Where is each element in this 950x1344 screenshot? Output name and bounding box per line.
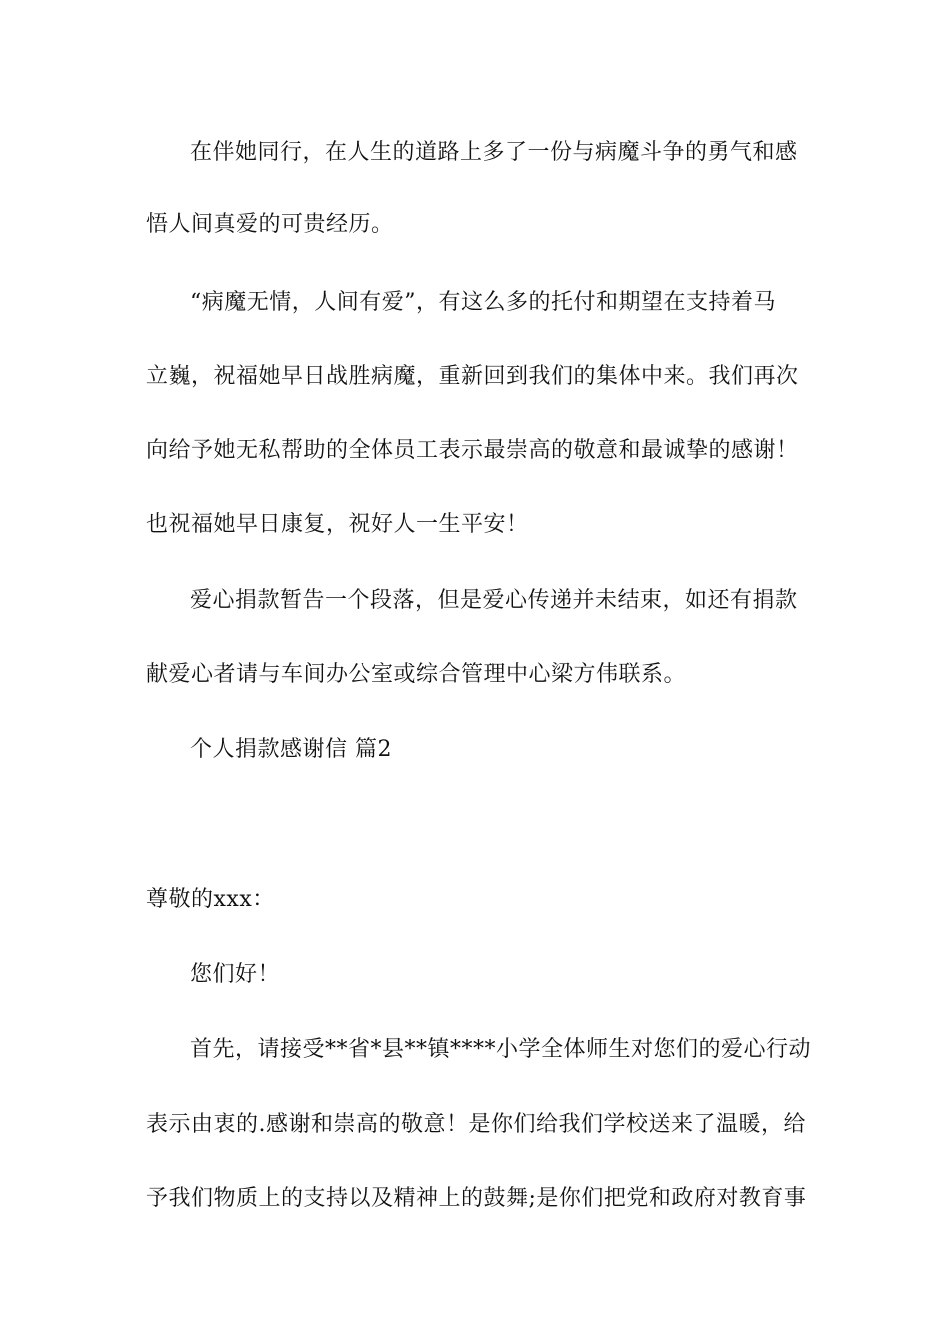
- paragraph-line: 立巍，祝福她早日战胜病魔，重新回到我们的集体中来。我们再次: [146, 364, 799, 389]
- paragraph-line: 也祝福她早日康复，祝好人一生平安！: [146, 512, 529, 537]
- paragraph-line: “病魔无情，人间有爱”，有这么多的托付和期望在支持着马: [190, 290, 776, 315]
- paragraph-line: 在伴她同行，在人生的道路上多了一份与病魔斗争的勇气和感: [190, 140, 798, 165]
- greeting: 您们好！: [190, 962, 281, 987]
- paragraph-line: 予我们物质上的支持以及精神上的鼓舞;是你们把党和政府对教育事: [146, 1186, 807, 1211]
- section-heading: 个人捐款感谢信 篇2: [190, 737, 392, 762]
- paragraph-line: 表示由衷的.感谢和崇高的敬意！是你们给我们学校送来了温暖，给: [146, 1112, 806, 1137]
- paragraph-line: 献爱心者请与车间办公室或综合管理中心梁方伟联系。: [146, 662, 687, 687]
- paragraph-line: 首先，请接受**省*县**镇****小学全体师生对您们的爱心行动: [190, 1037, 812, 1062]
- paragraph-line: 悟人间真爱的可贵经历。: [146, 212, 394, 237]
- paragraph-line: 爱心捐款暂告一个段落，但是爱心传递并未结束，如还有捐款: [190, 588, 798, 613]
- paragraph-line: 向给予她无私帮助的全体员工表示最崇高的敬意和最诚挚的感谢！: [146, 438, 799, 463]
- salutation: 尊敬的xxx：: [146, 887, 275, 912]
